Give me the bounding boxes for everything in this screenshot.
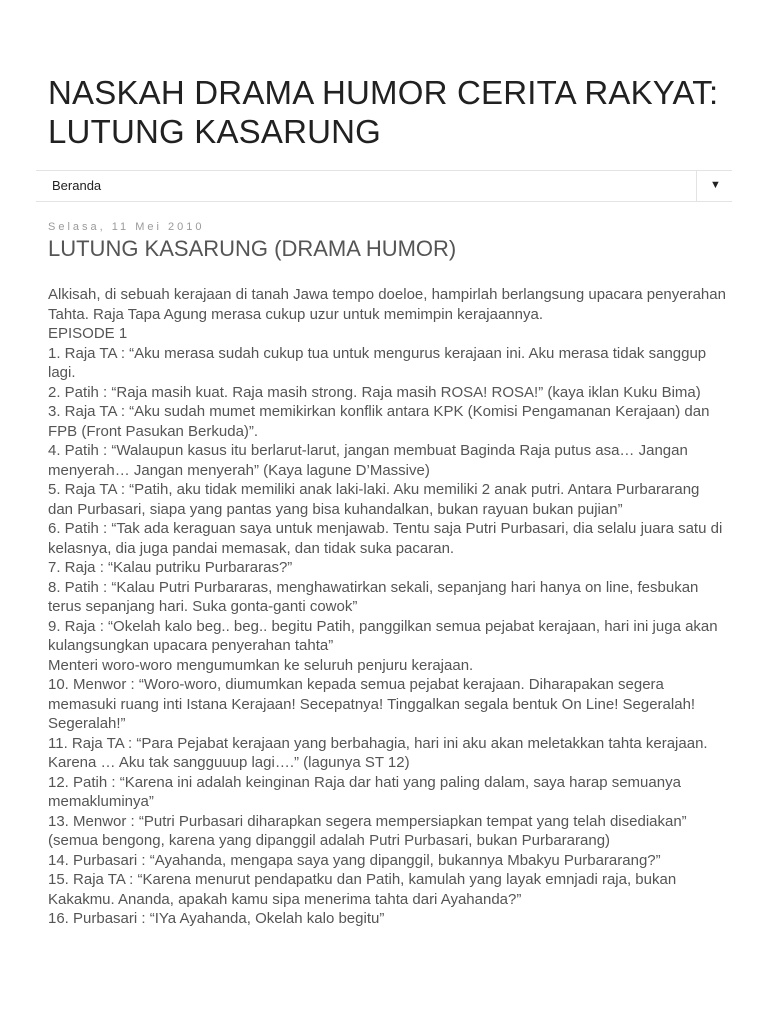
post-paragraph: 14. Purbasari : “Ayahanda, mengapa saya yang dipanggil, bukannya Mbakyu Purbararang?”: [48, 851, 661, 869]
dropdown-arrow-icon: ▼: [710, 179, 721, 191]
post-body: [48, 285, 728, 929]
post-paragraph: 7. Raja : “Kalau putriku Purbararas?”: [48, 559, 293, 576]
post-paragraph: 11. Raja TA : “Para Pejabat kerajaan yang berbahagia, hari ini aku akan meletakkan tahta kerajaan. Karena … Aku tak sangguuup lagi….” (lagunya ST 12): [48, 734, 708, 771]
post-paragraph: 16. Purbasari : “IYa Ayahanda, Okelah kalo begitu”: [48, 910, 385, 927]
post-paragraph: 3. Raja TA : “Aku sudah mumet memikirkan konflik antara KPK (Komisi Pengamanan Kerajaan) dan FPB (Front Pasukan Berkuda)”.: [48, 403, 710, 440]
post-paragraph: Menteri woro-woro mengumumkan ke seluruh penjuru kerajaan.: [48, 656, 474, 674]
post-paragraph: 5. Raja TA : “Patih, aku tidak memiliki anak laki-laki. Aku memiliki 2 anak putri. Antara Purbararang dan Purbasari, siapa yang pantas yang bisa kuhandalkan, bukan rayuan bukan pujian”: [48, 481, 700, 518]
blog-title[interactable]: NASKAH DRAMA HUMOR CERITA RAKYAT: LUTUNG KASARUNG: [48, 74, 719, 150]
post-paragraph: 10. Menwor : “Woro-woro, diumumkan kepada semua pejabat kerajaan. Diharapakan segera memasuki ruang inti Istana Kerajaan! Secepatnya! Tinggalkan segala bentuk On Line! Segeralah! Segeralah!”: [48, 676, 696, 732]
post-paragraph: Alkisah, di sebuah kerajaan di tanah Jawa tempo doeloe, hampirlah berlangsung upacara penyerahan Tahta. Raja Tapa Agung merasa cukup uzur untuk memimpin kerajaannya.: [48, 286, 726, 323]
post-paragraph: 12. Patih : “Karena ini adalah keinginan Raja dar hati yang paling dalam, saya harap semuanya memakluminya”: [48, 773, 681, 810]
post-paragraph: EPISODE 1: [48, 325, 128, 342]
nav-item-home[interactable]: Beranda: [52, 178, 102, 193]
post-paragraph: 2. Patih : “Raja masih kuat. Raja masih strong. Raja masih ROSA! ROSA!” (kaya iklan Kuku Bima): [48, 383, 701, 401]
page-nav-bar: [36, 170, 732, 202]
post-paragraph: 15. Raja TA : “Karena menurut pendapatku dan Patih, kamulah yang layak emnjadi raja, bukan Kakakmu. Ananda, apakah kamu sipa menerima tahta dari Ayahanda?”: [48, 871, 677, 908]
post-paragraph: 4. Patih : “Walaupun kasus itu berlarut-larut, jangan membuat Baginda Raja putus asa… Jangan menyerah… Jangan menyerah” (Kaya lagune D’Massive): [48, 442, 688, 479]
post-paragraph: 8. Patih : “Kalau Putri Purbararas, menghawatirkan sekali, sepanjang hari hanya on line, fesbukan terus sepanjang hari. Suka gonta-ganti cowok”: [48, 578, 699, 615]
post-paragraph: 1. Raja TA : “Aku merasa sudah cukup tua untuk mengurus kerajaan ini. Aku merasa tidak sanggup lagi.: [48, 344, 707, 381]
post-paragraph: 9. Raja : “Okelah kalo beg.. beg.. begitu Patih, panggilkan semua pejabat kerajaan, hari ini juga akan kulangsungkan upacara penyerahan tahta”: [48, 617, 718, 654]
post-paragraph: 13. Menwor : “Putri Purbasari diharapkan segera mempersiapkan tempat yang telah disediakan”: [48, 812, 687, 830]
post-paragraph: (semua bengong, karena yang dipanggil adalah Putri Purbasari, bukan Purbararang): [48, 832, 611, 849]
post-date: Selasa, 11 Mei 2010: [48, 221, 205, 233]
post-title[interactable]: LUTUNG KASARUNG (DRAMA HUMOR): [48, 236, 457, 261]
post-paragraph: 6. Patih : “Tak ada keraguan saya untuk menjawab. Tentu saja Putri Purbasari, dia selalu juara satu di kelasnya, dia juga pandai memasak, dan tidak suka pacaran.: [48, 520, 723, 557]
nav-dropdown-button[interactable]: [696, 171, 732, 201]
